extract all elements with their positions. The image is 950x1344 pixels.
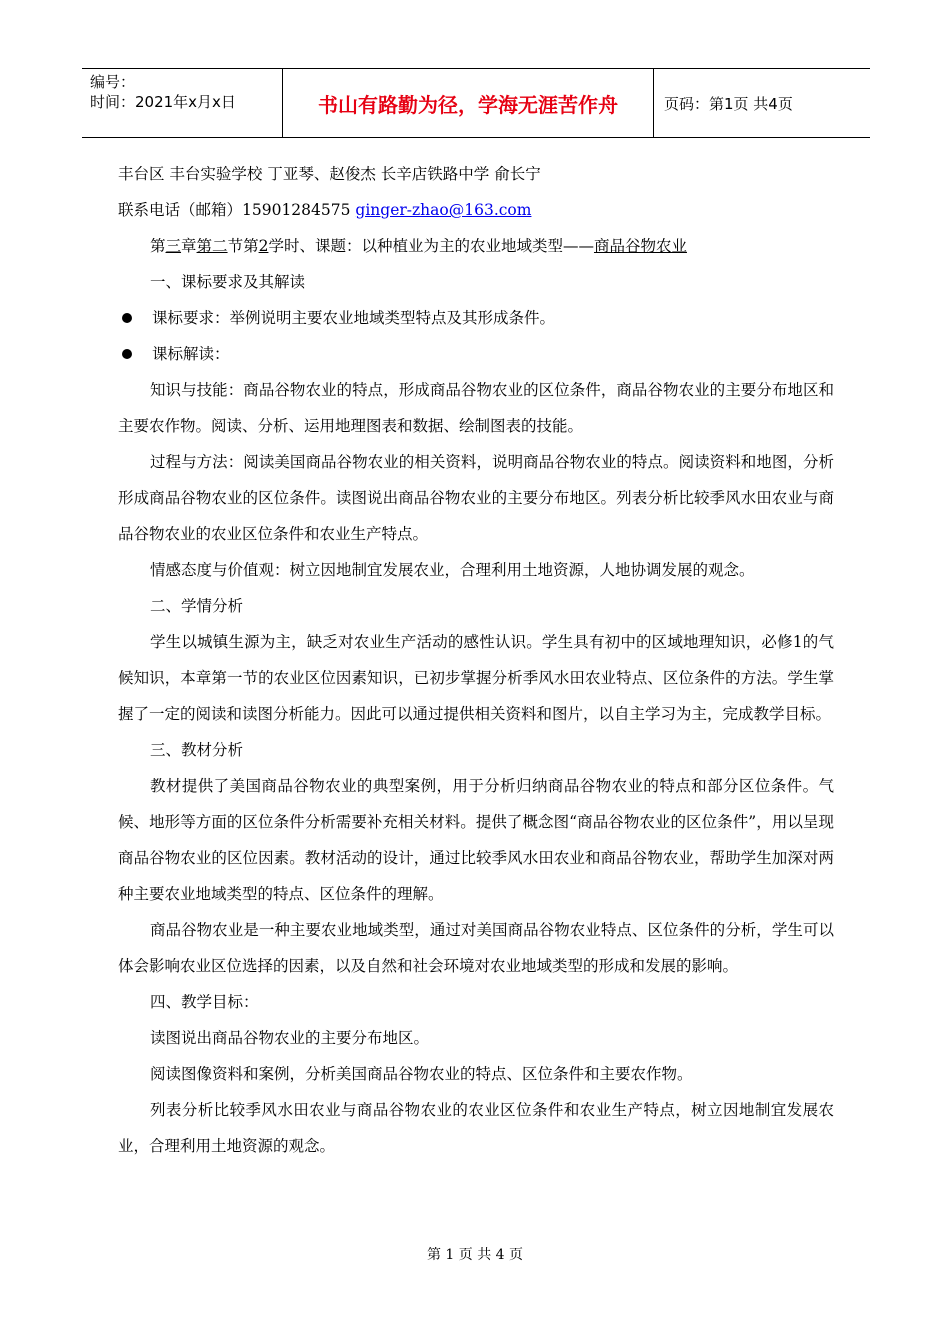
lesson-section: 第二 <box>196 237 228 255</box>
header-motto-cell <box>282 69 654 137</box>
section-2-paragraph: 学生以城镇生源为主，缺乏对农业生产活动的感性认识。学生具有初中的区域地理知识，必修1的气候知识，本章第一节的农业区位因素知识，已初步掌握分析季风水田农业特点、区位条件的方法。学生掌握了一定的阅读和读图分析能力。因此可以通过提供相关资料和图片，以自主学习为主，完成教学目标。 <box>118 633 834 723</box>
number-label: 编号： <box>90 73 136 91</box>
email-link[interactable]: ginger-zhao@163.com <box>355 201 532 219</box>
bullet-item-standard <box>118 300 834 336</box>
page-header <box>82 68 870 138</box>
lesson-topic: 商品谷物农业 <box>593 237 687 255</box>
section-1-title: 一、课标要求及其解读 <box>150 273 306 291</box>
header-meta <box>82 69 282 137</box>
goal-1: 读图说出商品谷物农业的主要分布地区。 <box>150 1029 430 1047</box>
page-label: 页码：第1页 共4页 <box>664 94 793 113</box>
lesson-text-3: 节第 <box>227 237 259 255</box>
lesson-text-2: 章 <box>181 237 197 255</box>
bullet-item-interpretation <box>118 336 834 372</box>
authors-line: 丰台区 丰台实验学校 丁亚琴、赵俊杰 长辛店铁路中学 俞长宁 <box>118 165 541 183</box>
contact-line <box>118 192 834 228</box>
knowledge-paragraph: 知识与技能：商品谷物农业的特点，形成商品谷物农业的区位条件，商品谷物农业的主要分布地区和主要农作物。阅读、分析、运用地理图表和数据、绘制图表的技能。 <box>118 381 834 435</box>
bullet-text: 课标要求：举例说明主要农业地域类型特点及其形成条件。 <box>152 309 556 327</box>
lesson-text-4: 学时、课题：以种植业为主的农业地域类型—— <box>268 237 594 255</box>
contact-text: 联系电话（邮箱）15901284575 <box>118 201 356 219</box>
document-body <box>118 156 834 1164</box>
section-2-title: 二、学情分析 <box>150 597 244 615</box>
goal-3: 列表分析比较季风水田农业与商品谷物农业的农业区位条件和农业生产特点，树立因地制宜发展农业，合理利用土地资源的观念。 <box>118 1101 834 1155</box>
time-label: 时间：2021年x月x日 <box>90 93 236 111</box>
bullet-icon <box>122 313 132 323</box>
bullet-text: 课标解读： <box>152 345 230 363</box>
lesson-title <box>118 228 834 264</box>
section-4-title: 四、教学目标： <box>150 993 259 1011</box>
header-page-cell <box>654 69 870 137</box>
motto-text: 书山有路勤为径，学海无涯苦作舟 <box>318 92 618 117</box>
lesson-hour: 2 <box>258 237 269 255</box>
section-3-paragraph-1: 教材提供了美国商品谷物农业的典型案例，用于分析归纳商品谷物农业的特点和部分区位条件。气候、地形等方面的区位条件分析需要补充相关材料。提供了概念图“商品谷物农业的区位条件”，用以呈现商品谷物农业的区位因素。教材活动的设计，通过比较季风水田农业和商品谷物农业，帮助学生加深对两种主要农业地域类型的特点、区位条件的理解。 <box>118 777 834 903</box>
page-footer: 第 1 页 共 4 页 <box>426 1247 524 1263</box>
section-3-title: 三、教材分析 <box>150 741 244 759</box>
lesson-chapter: 三 <box>165 237 182 255</box>
process-paragraph: 过程与方法：阅读美国商品谷物农业的相关资料，说明商品谷物农业的特点。阅读资料和地图，分析形成商品谷物农业的区位条件。读图说出商品谷物农业的主要分布地区。列表分析比较季风水田农业与商品谷物农业的农业区位条件和农业生产特点。 <box>118 453 834 543</box>
section-3-paragraph-2: 商品谷物农业是一种主要农业地域类型，通过对美国商品谷物农业特点、区位条件的分析，学生可以体会影响农业区位选择的因素，以及自然和社会环境对农业地域类型的形成和发展的影响。 <box>118 921 834 975</box>
lesson-text-1: 第 <box>150 237 166 255</box>
bullet-icon <box>122 349 132 359</box>
goal-2: 阅读图像资料和案例，分析美国商品谷物农业的特点、区位条件和主要农作物。 <box>150 1065 693 1083</box>
attitude-paragraph: 情感态度与价值观：树立因地制宜发展农业，合理利用土地资源，人地协调发展的观念。 <box>150 561 755 579</box>
